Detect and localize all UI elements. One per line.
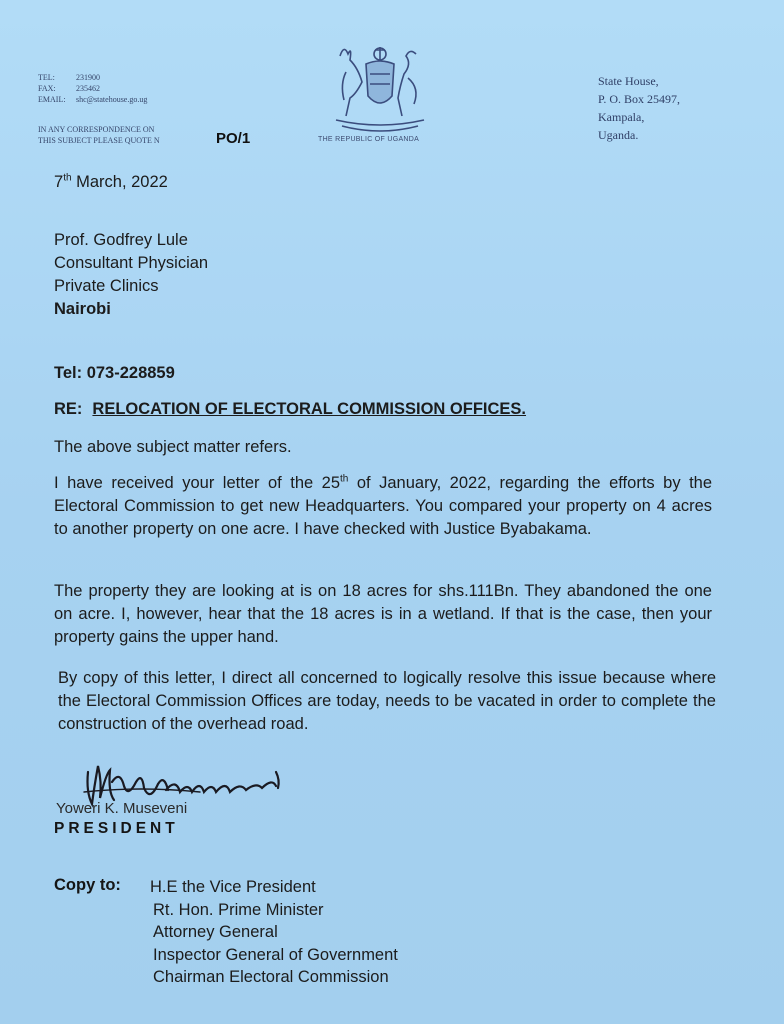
paragraph-4: By copy of this letter, I direct all concerned to logically resolve this issue because where the Electoral Commission Offices are today, needs to be vacated in order to complete the construction of the overhead road. [58, 669, 716, 733]
fax-number: 235462 [76, 84, 100, 93]
address-line: Uganda. [598, 128, 639, 142]
paragraph-2-sup: th [340, 473, 349, 485]
copy-to-item: Rt. Hon. Prime Minister [153, 900, 324, 919]
recipient-city: Nairobi [54, 300, 111, 318]
email-label: EMAIL: [38, 95, 66, 104]
address-line: Kampala, [598, 110, 645, 124]
copy-to-item: Chairman Electoral Commission [153, 968, 389, 986]
tel-label: TEL: [38, 73, 55, 82]
copy-to-item: H.E the Vice President [150, 878, 316, 896]
letter-date [54, 173, 168, 192]
date-suffix: th [63, 172, 72, 184]
paragraph-1: The above subject matter refers. [54, 438, 292, 456]
paragraph-2 [54, 472, 712, 541]
paragraph-3: The property they are looking at is on 18 acres for shs.111Bn. They abandoned the one on acre. I, however, hear that the 18 acres is in a wetland. If that is the case, then your property gains the upper hand. [54, 582, 712, 646]
recipient-block [54, 229, 208, 321]
letterhead-contacts [38, 72, 147, 105]
subject-line [54, 400, 526, 419]
paragraph-2-b: of January, 2022, regarding the efforts by the Electoral Commission to get new Headquarters. You compared your property on 4 acres to another property on one acre. I have checked with Justice Byabakama. [54, 474, 713, 538]
recipient-tel: Tel: 073-228859 [54, 364, 175, 382]
date-day: 7 [54, 173, 64, 191]
reference-number: PO/1 [216, 130, 251, 147]
quote-line-2: THIS SUBJECT PLEASE QUOTE N [38, 136, 160, 145]
fax-label: FAX: [38, 84, 56, 93]
copy-to-list [150, 876, 398, 989]
signatory-title: PRESIDENT [54, 820, 179, 837]
copy-to-label: Copy to: [54, 876, 121, 894]
copy-to-item: Inspector General of Government [153, 945, 398, 964]
copy-to-item: Attorney General [153, 923, 278, 941]
paragraph-2-a: I have received your letter of the 25 [54, 474, 341, 492]
date-rest: March, 2022 [71, 173, 168, 191]
recipient-line: Consultant Physician [54, 254, 209, 272]
re-label: RE: [54, 400, 83, 418]
quote-notice [38, 124, 160, 146]
sender-address [598, 72, 680, 144]
tel-number: 231900 [76, 73, 100, 82]
address-line: P. O. Box 25497, [598, 92, 681, 106]
email-address: shc@statehouse.go.ug [76, 95, 148, 104]
recipient-line: Private Clinics [54, 277, 159, 295]
crest-caption: THE REPUBLIC OF UGANDA [318, 136, 420, 143]
quote-line-1: IN ANY CORRESPONDENCE ON [38, 125, 155, 134]
subject-text: RELOCATION OF ELECTORAL COMMISSION OFFICES. [92, 400, 527, 418]
signatory-name: Yoweri K. Museveni [56, 800, 188, 817]
coat-of-arms-icon [328, 38, 432, 138]
address-line: State House, [598, 74, 659, 88]
recipient-line: Prof. Godfrey Lule [54, 231, 188, 249]
